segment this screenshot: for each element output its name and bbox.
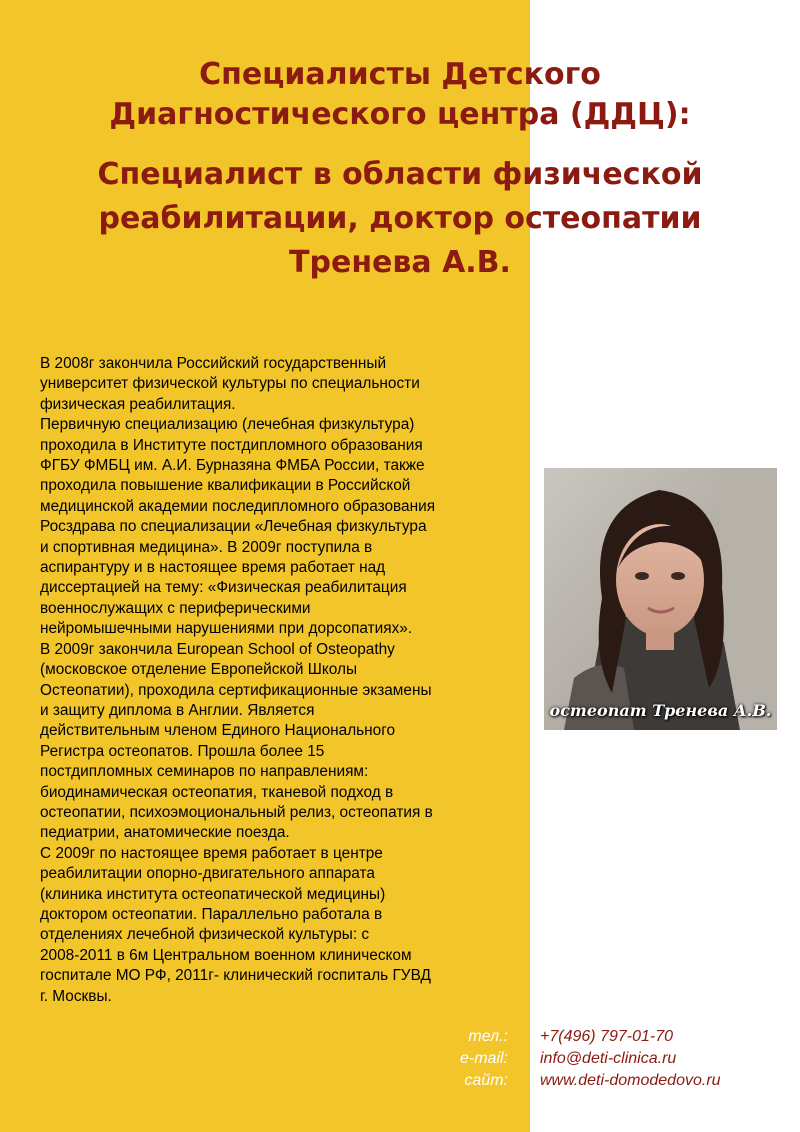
site-link[interactable]: www.deti-domodedovo.ru (540, 1072, 721, 1089)
portrait-image (544, 468, 777, 730)
header (0, 55, 800, 285)
contacts-values (540, 1026, 721, 1092)
contacts-labels (460, 1026, 508, 1092)
biography-text: В 2008г закончила Российский государственный университет физической культуры по специальности физическая реабилитация. Первичную специализацию (лечебная физкультура) проходила в Институте постдипломного образования ФГБУ ФМБЦ им. А.И. Бурназяна ФМБА России, также проходила повышение квалификации в Российской медицинской академии последипломного образования Росздрава по специализации «Лечебная физкультура и спортивная медицина». В 2009г поступила в аспирантуру и в настоящее время работает над диссертацией на тему: «Физическая реабилитация военнослужащих с периферическими нейромышечными нарушениями при дорсопатиях». В 2009г закончила European School of Osteopathy (московское отделение Европейской Школы Остеопатии), проходила сертификационные экзамены и защиту диплома в Англии. Является действительным членом Единого Национального Регистра остеопатов. Прошла более 15 постдипломных семинаров по направлениям: биодинамическая остеопатия, тканевой подход в остеопатии, психоэмоциональный релиз, остеопатия в педиатрии, анатомические поезда. С 2009г по настоящее время работает в центре реабилитации опорно-двигательного аппарата (клиника института остеопатической медицины) доктором остеопатии. Параллельно работала в отделениях лечебной физической культуры: с 2008-2011 в 6м Центральном военном клиническом госпитале МО РФ, 2011г- клинический госпиталь ГУВД г. Москвы. (40, 355, 436, 1005)
email-link[interactable]: info@deti-clinica.ru (540, 1050, 677, 1067)
email-label: e-mail: (459, 1050, 508, 1067)
photo-caption: остеопат Тренева А.В. (549, 701, 772, 720)
specialist-title: Специалист в области физической реабилитации, доктор остеопатии Тренева А.В. (97, 157, 703, 280)
site-label: сайт: (464, 1072, 508, 1089)
page-title: Специалисты Детского Диагностического центра (ДДЦ): (109, 57, 691, 132)
phone-value[interactable]: +7(496) 797-01-70 (540, 1028, 673, 1045)
specialist-photo (544, 468, 777, 730)
phone-label: тел.: (468, 1028, 508, 1045)
